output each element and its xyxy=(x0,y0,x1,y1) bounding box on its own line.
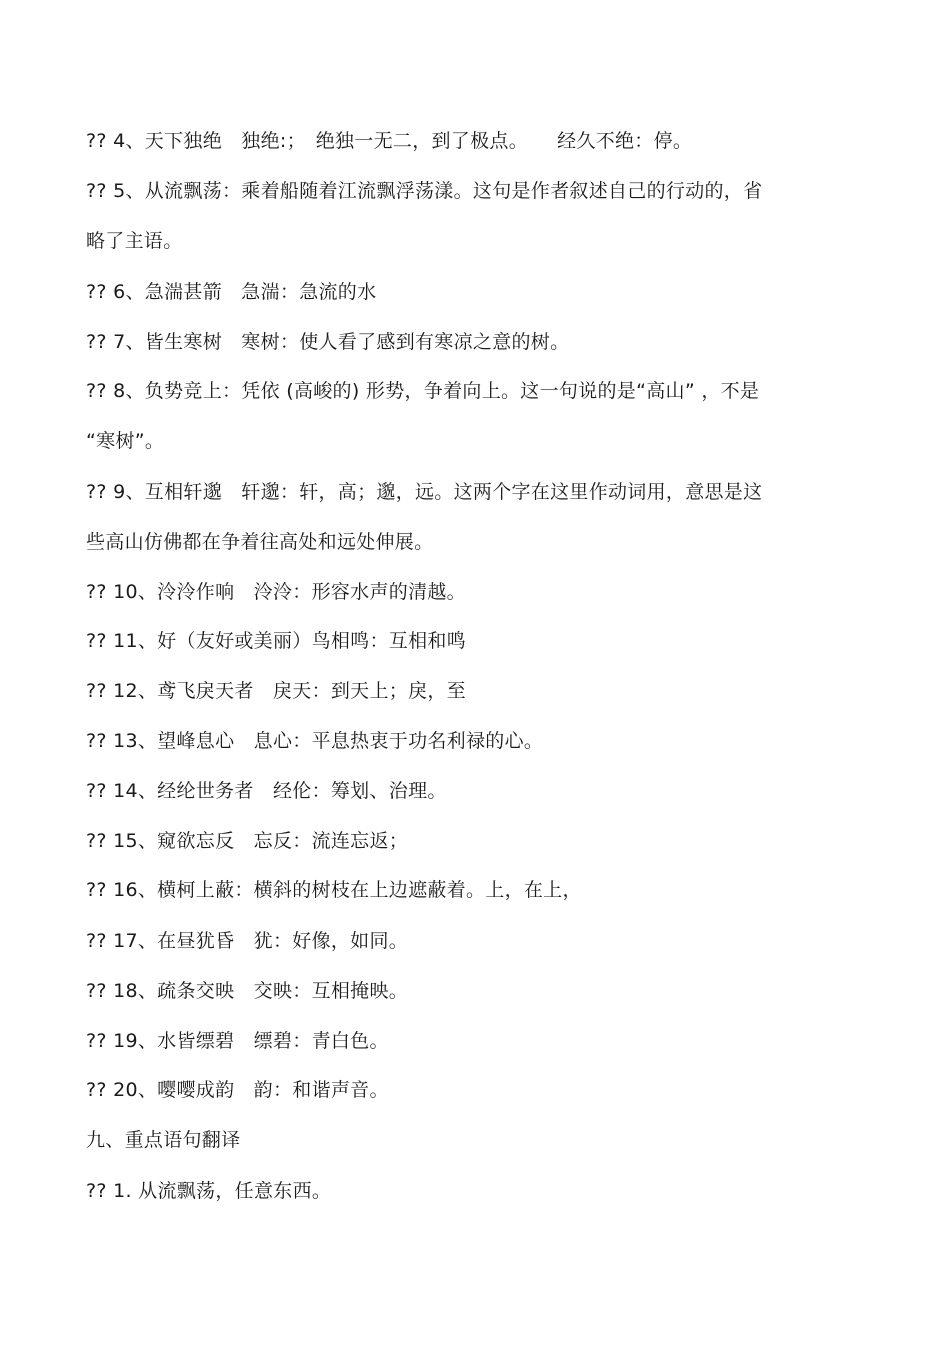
text-line: ?? 1. 从流飘荡，任意东西。 xyxy=(86,1180,332,1202)
text-line: ?? 4、天下独绝 独绝:； 绝独一无二，到了极点。 经久不绝：停。 xyxy=(86,130,693,152)
text-line: “寒树”。 xyxy=(86,430,165,452)
text-line: ?? 8、负势竞上：凭依 (高峻的) 形势，争着向上。这一句说的是“高山” ，不是 xyxy=(86,380,760,402)
text-line: ?? 11、好（友好或美丽）鸟相鸣：互相和鸣 xyxy=(86,630,466,652)
text-line: ?? 18、疏条交映 交映：互相掩映。 xyxy=(86,980,409,1002)
text-line: ?? 13、望峰息心 息心：平息热衷于功名利禄的心。 xyxy=(86,730,544,752)
text-line: ?? 6、急湍甚箭 急湍：急流的水 xyxy=(86,281,377,303)
text-line: ?? 7、皆生寒树 寒树：使人看了感到有寒凉之意的树。 xyxy=(86,331,570,353)
text-line: 略了主语。 xyxy=(86,230,183,252)
text-line: 些高山仿佛都在争着往高处和远处伸展。 xyxy=(86,531,434,553)
text-line: ?? 15、窥欲忘反 忘反：流连忘返； xyxy=(86,830,409,852)
text-line: ?? 20、嘤嘤成韵 韵：和谐声音。 xyxy=(86,1079,389,1101)
text-line: ?? 9、互相轩邈 轩邈：轩，高；邈，远。这两个字在这里作动词用，意思是这 xyxy=(86,481,763,503)
text-line: ?? 16、横柯上蔽：横斜的树枝在上边遮蔽着。上，在上， xyxy=(86,879,582,901)
text-line: ?? 5、从流飘荡：乘着船随着江流飘浮荡漾。这句是作者叙述自己的行动的，省 xyxy=(86,180,763,202)
text-line: ?? 19、水皆缥碧 缥碧：青白色。 xyxy=(86,1030,389,1052)
text-line: ?? 10、泠泠作响 泠泠：形容水声的清越。 xyxy=(86,581,466,603)
text-line: ?? 12、鸢飞戾天者 戾天：到天上；戾，至 xyxy=(86,680,466,702)
text-line: ?? 17、在昼犹昏 犹：好像，如同。 xyxy=(86,930,409,952)
section-heading: 九、重点语句翻译 xyxy=(86,1129,241,1151)
text-line: ?? 14、经纶世务者 经伦：筹划、治理。 xyxy=(86,780,447,802)
